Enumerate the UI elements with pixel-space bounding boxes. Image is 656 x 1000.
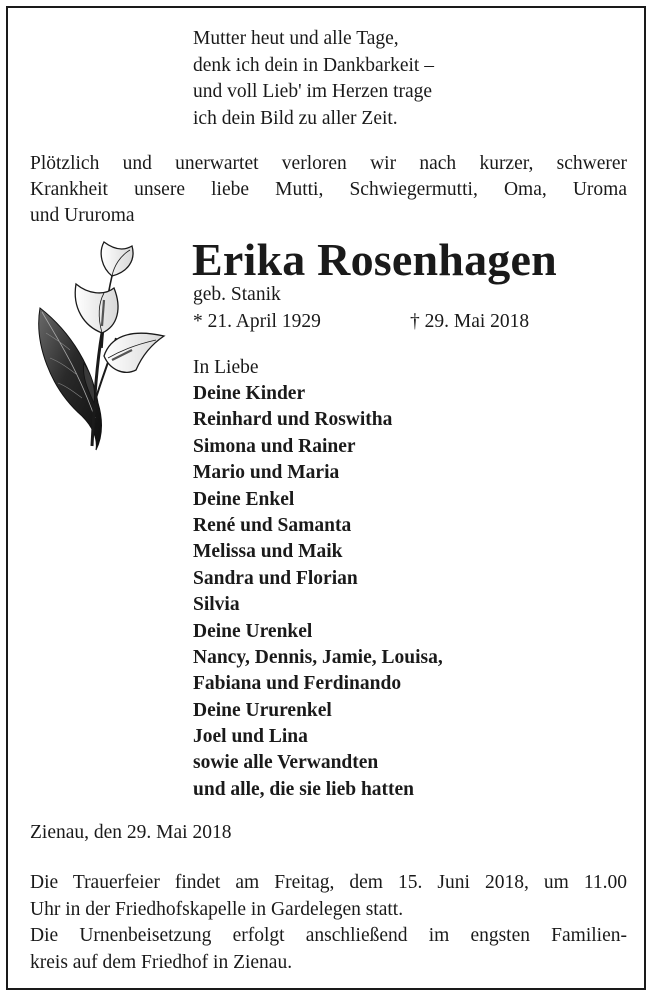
family-line: Silvia — [193, 594, 240, 616]
place-date: Zienau, den 29. Mai 2018 — [30, 822, 232, 843]
calla-lily-icon — [32, 238, 167, 453]
intro-line: Plötzlich und unerwartet verloren wir nach kurzer, schwerer — [30, 153, 627, 174]
family-line: Melissa und Maik — [193, 541, 343, 563]
family-line: Nancy, Dennis, Jamie, Louisa, — [193, 646, 443, 668]
poem-line: Mutter heut und alle Tage, — [193, 28, 399, 49]
family-line: Simona und Rainer — [193, 435, 356, 457]
poem-line: denk ich dein in Dankbarkeit – — [193, 54, 434, 76]
funeral-line: Uhr in der Friedhofskapelle in Gardelegen statt. — [30, 898, 404, 920]
family-line: Sandra und Florian — [193, 567, 358, 589]
family-line: Deine Urenkel — [193, 620, 313, 642]
intro-line: und Ururoma — [30, 205, 135, 226]
family-line: Joel und Lina — [193, 726, 308, 748]
in-love-label: In Liebe — [193, 357, 259, 378]
poem — [193, 26, 434, 132]
intro-text — [30, 151, 627, 229]
family-line: Mario und Maria — [193, 462, 340, 484]
intro-line: Krankheit unsere liebe Mutti, Schwiegermutti, Oma, Uroma — [30, 179, 627, 200]
poem-line: ich dein Bild zu aller Zeit. — [193, 107, 398, 129]
funeral-notice — [30, 870, 627, 976]
maiden-name: geb. Stanik — [193, 284, 281, 305]
family-line: Fabiana und Ferdinando — [193, 673, 402, 695]
funeral-line: Die Urnenbeisetzung erfolgt anschließend im engsten Familien- — [30, 925, 627, 946]
family-line: Reinhard und Roswitha — [193, 409, 393, 431]
family-line: sowie alle Verwandten — [193, 752, 379, 774]
death-date: † 29. Mai 2018 — [410, 311, 530, 332]
poem-line: und voll Lieb' im Herzen trage — [193, 81, 433, 102]
family-line: Deine Enkel — [193, 488, 295, 510]
family-line: René und Samanta — [193, 514, 352, 536]
family-list — [193, 381, 443, 803]
family-line: Deine Ururenkel — [193, 699, 332, 721]
funeral-line: kreis auf dem Friedhof in Zienau. — [30, 951, 293, 973]
family-line: und alle, die sie lieb hatten — [193, 778, 415, 800]
family-line: Deine Kinder — [193, 383, 306, 404]
funeral-line: Die Trauerfeier findet am Freitag, dem 15. Juni 2018, um 11.00 — [30, 872, 627, 893]
deceased-name: Erika Rosenhagen — [192, 234, 557, 285]
birth-date: * 21. April 1929 — [193, 311, 321, 332]
